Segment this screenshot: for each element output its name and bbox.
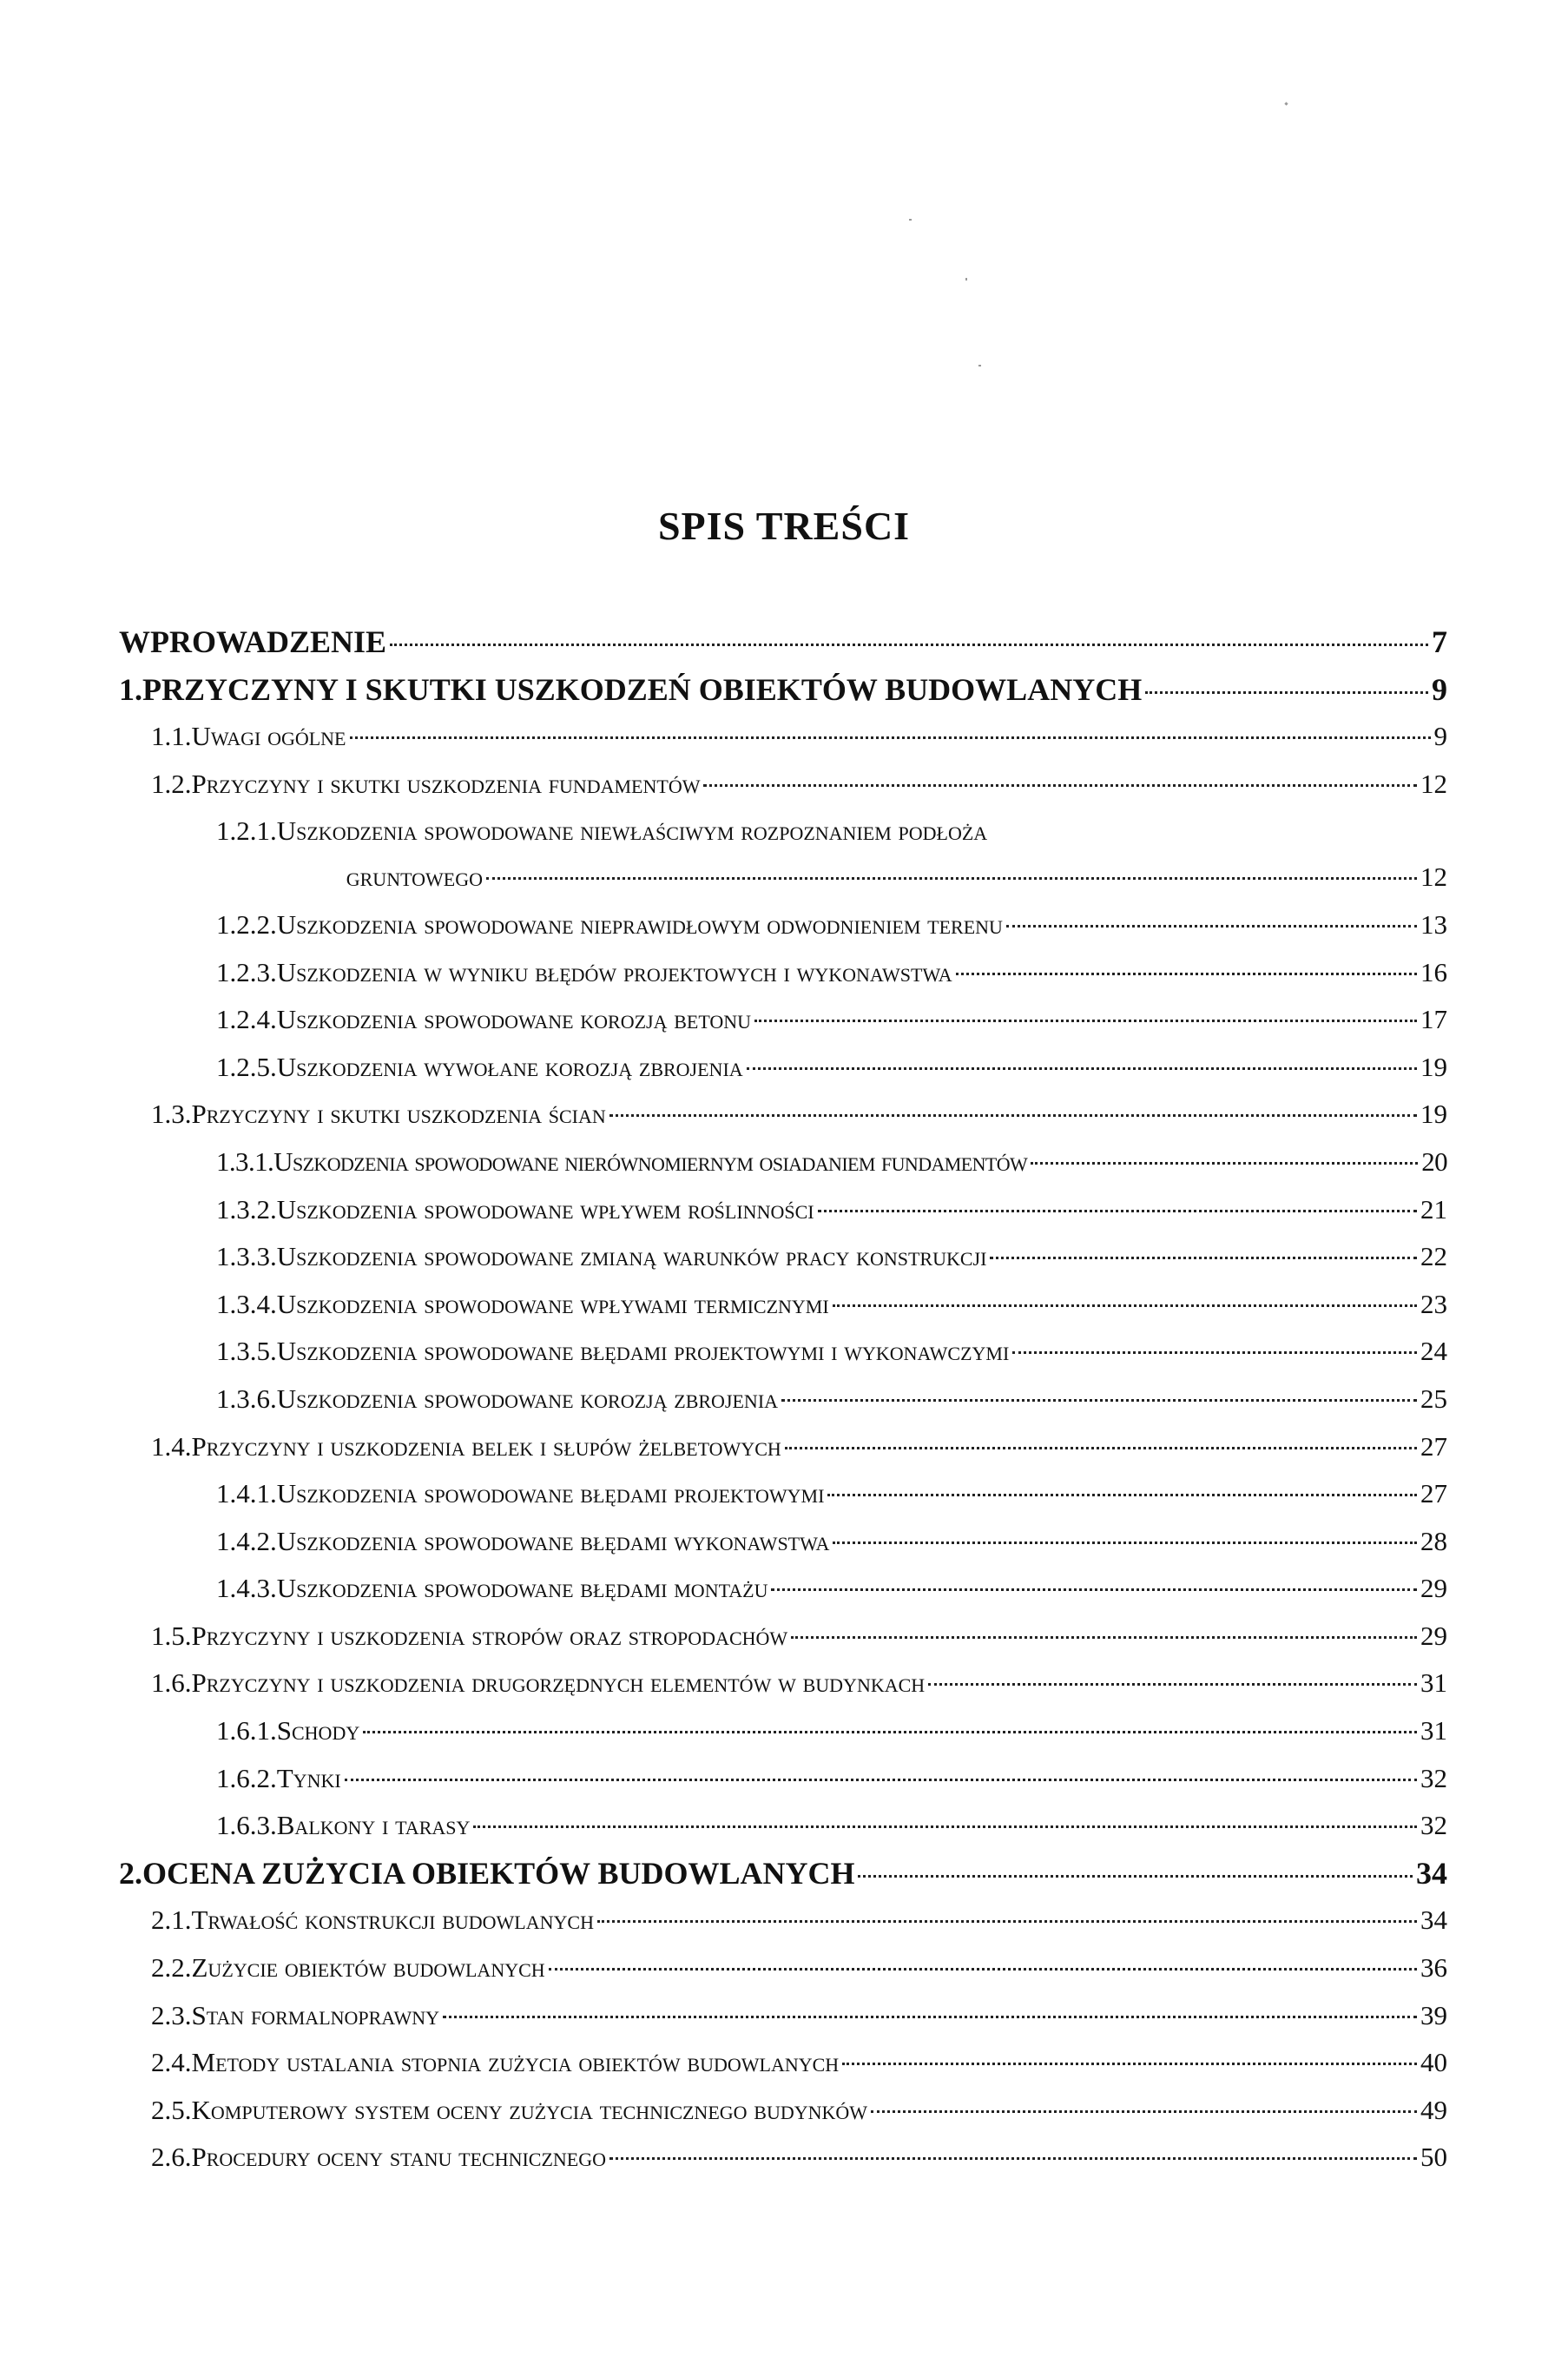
entry-number: 1.2. <box>151 768 192 799</box>
entry-number: 1.3.5. <box>216 1336 277 1367</box>
toc-entry-1-6 <box>119 1667 1447 1700</box>
toc-entry-1-6-1 <box>119 1714 1447 1747</box>
entry-number: 1.4. <box>151 1430 192 1462</box>
dot-leader <box>1006 925 1417 928</box>
dot-leader <box>350 736 1431 739</box>
entry-title-continued: gruntowego <box>346 862 483 893</box>
entry-page: 36 <box>1420 1952 1447 1984</box>
dot-leader <box>443 2016 1417 2018</box>
scan-speck <box>978 365 981 366</box>
entry-number: 1.2.2. <box>216 908 277 940</box>
dot-leader <box>1012 1351 1417 1354</box>
dot-leader <box>473 1825 1417 1828</box>
entry-number: 2.4. <box>151 2047 192 2078</box>
toc-entry-1-2-2 <box>119 908 1447 941</box>
entry-page: 9 <box>1433 721 1447 752</box>
entry-page: 31 <box>1420 1667 1447 1699</box>
entry-page: 29 <box>1420 1620 1447 1651</box>
entry-page: 31 <box>1420 1715 1447 1746</box>
entry-page: 17 <box>1420 1004 1447 1035</box>
entry-page: 7 <box>1432 624 1447 659</box>
dot-leader <box>858 1875 1413 1878</box>
dot-leader <box>390 644 1428 646</box>
toc-entry-1-3-6 <box>119 1383 1447 1416</box>
dot-leader <box>597 1920 1417 1923</box>
dot-leader <box>345 1779 1417 1781</box>
entry-title: Uszkodzenia spowodowane błędami projektowymi <box>276 1478 825 1509</box>
entry-number: 1.4.2. <box>216 1525 277 1556</box>
entry-title: Metody ustalania stopnia zużycia obiektów budowlanych <box>191 2047 840 2078</box>
entry-number: 2. <box>119 1855 142 1891</box>
entry-number: 1.3.6. <box>216 1383 277 1414</box>
toc-entry-1-2 <box>119 768 1447 801</box>
entry-number: 1.1. <box>151 721 192 752</box>
toc-entry-1-3 <box>119 1098 1447 1131</box>
toc-entry-1-3-4 <box>119 1288 1447 1321</box>
entry-number: 1.4.1. <box>216 1478 277 1509</box>
entry-number: 1.4.3. <box>216 1573 277 1604</box>
dot-leader <box>771 1588 1417 1591</box>
entry-page: 50 <box>1420 2142 1447 2173</box>
dot-leader <box>833 1541 1417 1544</box>
entry-page: 13 <box>1420 908 1447 940</box>
toc-entry-2-5 <box>119 2094 1447 2127</box>
entry-title: Uwagi ogólne <box>191 721 346 752</box>
entry-page: 34 <box>1420 1905 1447 1936</box>
dot-leader <box>833 1304 1417 1307</box>
entry-page: 23 <box>1420 1288 1447 1319</box>
entry-page: 12 <box>1420 768 1447 799</box>
entry-page: 40 <box>1420 2047 1447 2078</box>
entry-title: Uszkodzenia spowodowane wpływami termicznymi <box>276 1288 829 1319</box>
entry-title: Przyczyny i skutki uszkodzenia fundamentów <box>191 768 701 799</box>
entry-page: 9 <box>1432 671 1447 707</box>
toc-entry-chapter-2 <box>119 1857 1447 1890</box>
entry-title: WPROWADZENIE <box>119 624 387 659</box>
entry-title: Przyczyny i uszkodzenia belek i słupów żelbetowych <box>191 1430 781 1462</box>
dot-leader <box>609 2157 1417 2160</box>
toc-entry-1-4-3 <box>119 1572 1447 1605</box>
entry-title: Uszkodzenia wywołane korozją zbrojenia <box>276 1051 743 1082</box>
toc-entry-1-5 <box>119 1620 1447 1653</box>
entry-title: Schody <box>276 1715 360 1746</box>
entry-title: PRZYCZYNY I SKUTKI USZKODZEŃ OBIEKTÓW BUDOWLANYCH <box>142 671 1143 707</box>
entry-page: 32 <box>1420 1762 1447 1793</box>
toc-entry-1-4 <box>119 1430 1447 1463</box>
dot-leader <box>363 1731 1417 1733</box>
dot-leader <box>747 1067 1417 1070</box>
entry-page: 19 <box>1420 1099 1447 1130</box>
entry-page: 27 <box>1420 1430 1447 1462</box>
dot-leader <box>486 877 1417 880</box>
table-of-contents <box>119 625 1447 2188</box>
toc-entry-1-2-4 <box>119 1003 1447 1036</box>
dot-leader <box>956 973 1417 975</box>
entry-title: Uszkodzenia spowodowane wpływem roślinności <box>276 1193 814 1225</box>
page-title: SPIS TREŚCI <box>657 503 911 548</box>
entry-page: 29 <box>1420 1573 1447 1604</box>
entry-number: 1.2.4. <box>216 1004 277 1035</box>
entry-title: OCENA ZUŻYCIA OBIEKTÓW BUDOWLANYCH <box>142 1855 855 1891</box>
entry-number: 1.3.4. <box>216 1288 277 1319</box>
toc-entry-2-2 <box>119 1951 1447 1984</box>
entry-title: Komputerowy system oceny zużycia technicznego budynków <box>191 2094 868 2125</box>
entry-page: 25 <box>1420 1383 1447 1414</box>
entry-number: 1.3.3. <box>216 1241 277 1272</box>
dot-leader <box>842 2063 1417 2065</box>
dot-leader <box>703 784 1417 787</box>
toc-entry-1-1 <box>119 720 1447 753</box>
toc-entry-1-3-3 <box>119 1240 1447 1273</box>
entry-title: Przyczyny i skutki uszkodzenia ścian <box>191 1099 606 1130</box>
dot-leader <box>1031 1162 1418 1165</box>
entry-title: Uszkodzenia spowodowane korozją zbrojenia <box>276 1383 779 1414</box>
scan-speck <box>965 278 967 281</box>
entry-page: 39 <box>1420 1999 1447 2030</box>
toc-entry-1-2-1 <box>119 815 1447 894</box>
entry-page: 49 <box>1420 2094 1447 2125</box>
dot-leader <box>871 2110 1417 2113</box>
dot-leader <box>1145 691 1428 694</box>
toc-entry-1-2-5 <box>119 1051 1447 1084</box>
entry-number: 1.5. <box>151 1620 192 1651</box>
entry-title: Uszkodzenia w wyniku błędów projektowych i wykonawstwa <box>276 956 952 987</box>
entry-number: 2.5. <box>151 2094 192 2125</box>
dot-leader <box>609 1114 1417 1117</box>
entry-title: Uszkodzenia spowodowane zmianą warunków pracy konstrukcji <box>276 1241 987 1272</box>
dot-leader <box>818 1210 1417 1212</box>
dot-leader <box>791 1636 1417 1639</box>
entry-page: 32 <box>1420 1810 1447 1841</box>
entry-title: Balkony i tarasy <box>276 1810 471 1841</box>
toc-entry-2-1 <box>119 1904 1447 1937</box>
toc-entry-1-3-2 <box>119 1193 1447 1226</box>
dot-leader <box>549 1968 1417 1971</box>
entry-title: Przyczyny i uszkodzenia drugorzędnych elementów w budynkach <box>191 1667 926 1699</box>
entry-title: Uszkodzenia spowodowane błędami projektowymi i wykonawczymi <box>276 1336 1010 1367</box>
entry-title: Uszkodzenia spowodowane nieprawidłowym odwodnieniem terenu <box>276 908 1003 940</box>
entry-page: 22 <box>1420 1241 1447 1272</box>
entry-title: Trwałość konstrukcji budowlanych <box>191 1905 594 1936</box>
entry-page: 20 <box>1421 1145 1447 1177</box>
entry-title: Uszkodzenia spowodowane błędami montażu <box>276 1573 768 1604</box>
entry-page: 21 <box>1420 1193 1447 1225</box>
toc-entry-2-6 <box>119 2141 1447 2174</box>
entry-number: 1.3.1. <box>216 1145 274 1177</box>
entry-title: Uszkodzenia spowodowane korozją betonu <box>276 1004 752 1035</box>
toc-entry-1-3-5 <box>119 1335 1447 1368</box>
entry-number: 1.6.1. <box>216 1715 277 1746</box>
entry-number: 1.3. <box>151 1099 192 1130</box>
entry-number: 1.6.2. <box>216 1762 277 1793</box>
toc-entry-1-3-1 <box>119 1145 1447 1178</box>
entry-number: 1.6. <box>151 1667 192 1699</box>
entry-page: 34 <box>1416 1855 1447 1891</box>
scan-speck <box>909 219 912 221</box>
entry-title: Uszkodzenia spowodowane nierównomiernym osiadaniem fundamentów <box>273 1145 1028 1177</box>
entry-number: 1.2.1. <box>216 815 277 847</box>
entry-page: 12 <box>1420 862 1447 893</box>
entry-page: 16 <box>1420 956 1447 987</box>
entry-number: 1.2.5. <box>216 1051 277 1082</box>
toc-entry-introduction <box>119 625 1447 658</box>
entry-number: 2.1. <box>151 1905 192 1936</box>
entry-number: 1.2.3. <box>216 956 277 987</box>
entry-number: 1.3.2. <box>216 1193 277 1225</box>
dot-leader <box>754 1020 1417 1022</box>
entry-title: Uszkodzenia spowodowane niewłaściwym rozpoznaniem podłoża <box>276 815 988 847</box>
toc-entry-1-6-2 <box>119 1762 1447 1795</box>
dot-leader <box>827 1494 1417 1496</box>
dot-leader <box>928 1683 1417 1686</box>
scan-speck <box>1284 102 1288 105</box>
toc-entry-1-4-2 <box>119 1525 1447 1558</box>
toc-entry-2-4 <box>119 2046 1447 2079</box>
toc-entry-1-4-1 <box>119 1477 1447 1510</box>
dot-leader <box>990 1257 1417 1259</box>
entry-number: 1. <box>119 671 142 707</box>
entry-title: Uszkodzenia spowodowane błędami wykonawstwa <box>276 1525 830 1556</box>
toc-entry-1-6-3 <box>119 1809 1447 1842</box>
entry-number: 2.2. <box>151 1952 192 1984</box>
toc-entry-chapter-1 <box>119 673 1447 706</box>
dot-leader <box>785 1447 1417 1449</box>
toc-entry-2-3 <box>119 1999 1447 2032</box>
entry-page: 28 <box>1420 1525 1447 1556</box>
entry-title: Zużycie obiektów budowlanych <box>191 1952 545 1984</box>
entry-page: 19 <box>1420 1051 1447 1082</box>
entry-title: Stan formalnoprawny <box>191 1999 439 2030</box>
entry-number: 2.3. <box>151 1999 192 2030</box>
entry-number: 2.6. <box>151 2142 192 2173</box>
dot-leader <box>781 1399 1417 1402</box>
entry-title: Tynki <box>276 1762 341 1793</box>
toc-entry-1-2-3 <box>119 956 1447 989</box>
entry-title: Przyczyny i uszkodzenia stropów oraz stropodachów <box>191 1620 788 1651</box>
entry-page: 24 <box>1420 1336 1447 1367</box>
entry-title: Procedury oceny stanu technicznego <box>191 2142 607 2173</box>
entry-number: 1.6.3. <box>216 1810 277 1841</box>
entry-page: 27 <box>1420 1478 1447 1509</box>
